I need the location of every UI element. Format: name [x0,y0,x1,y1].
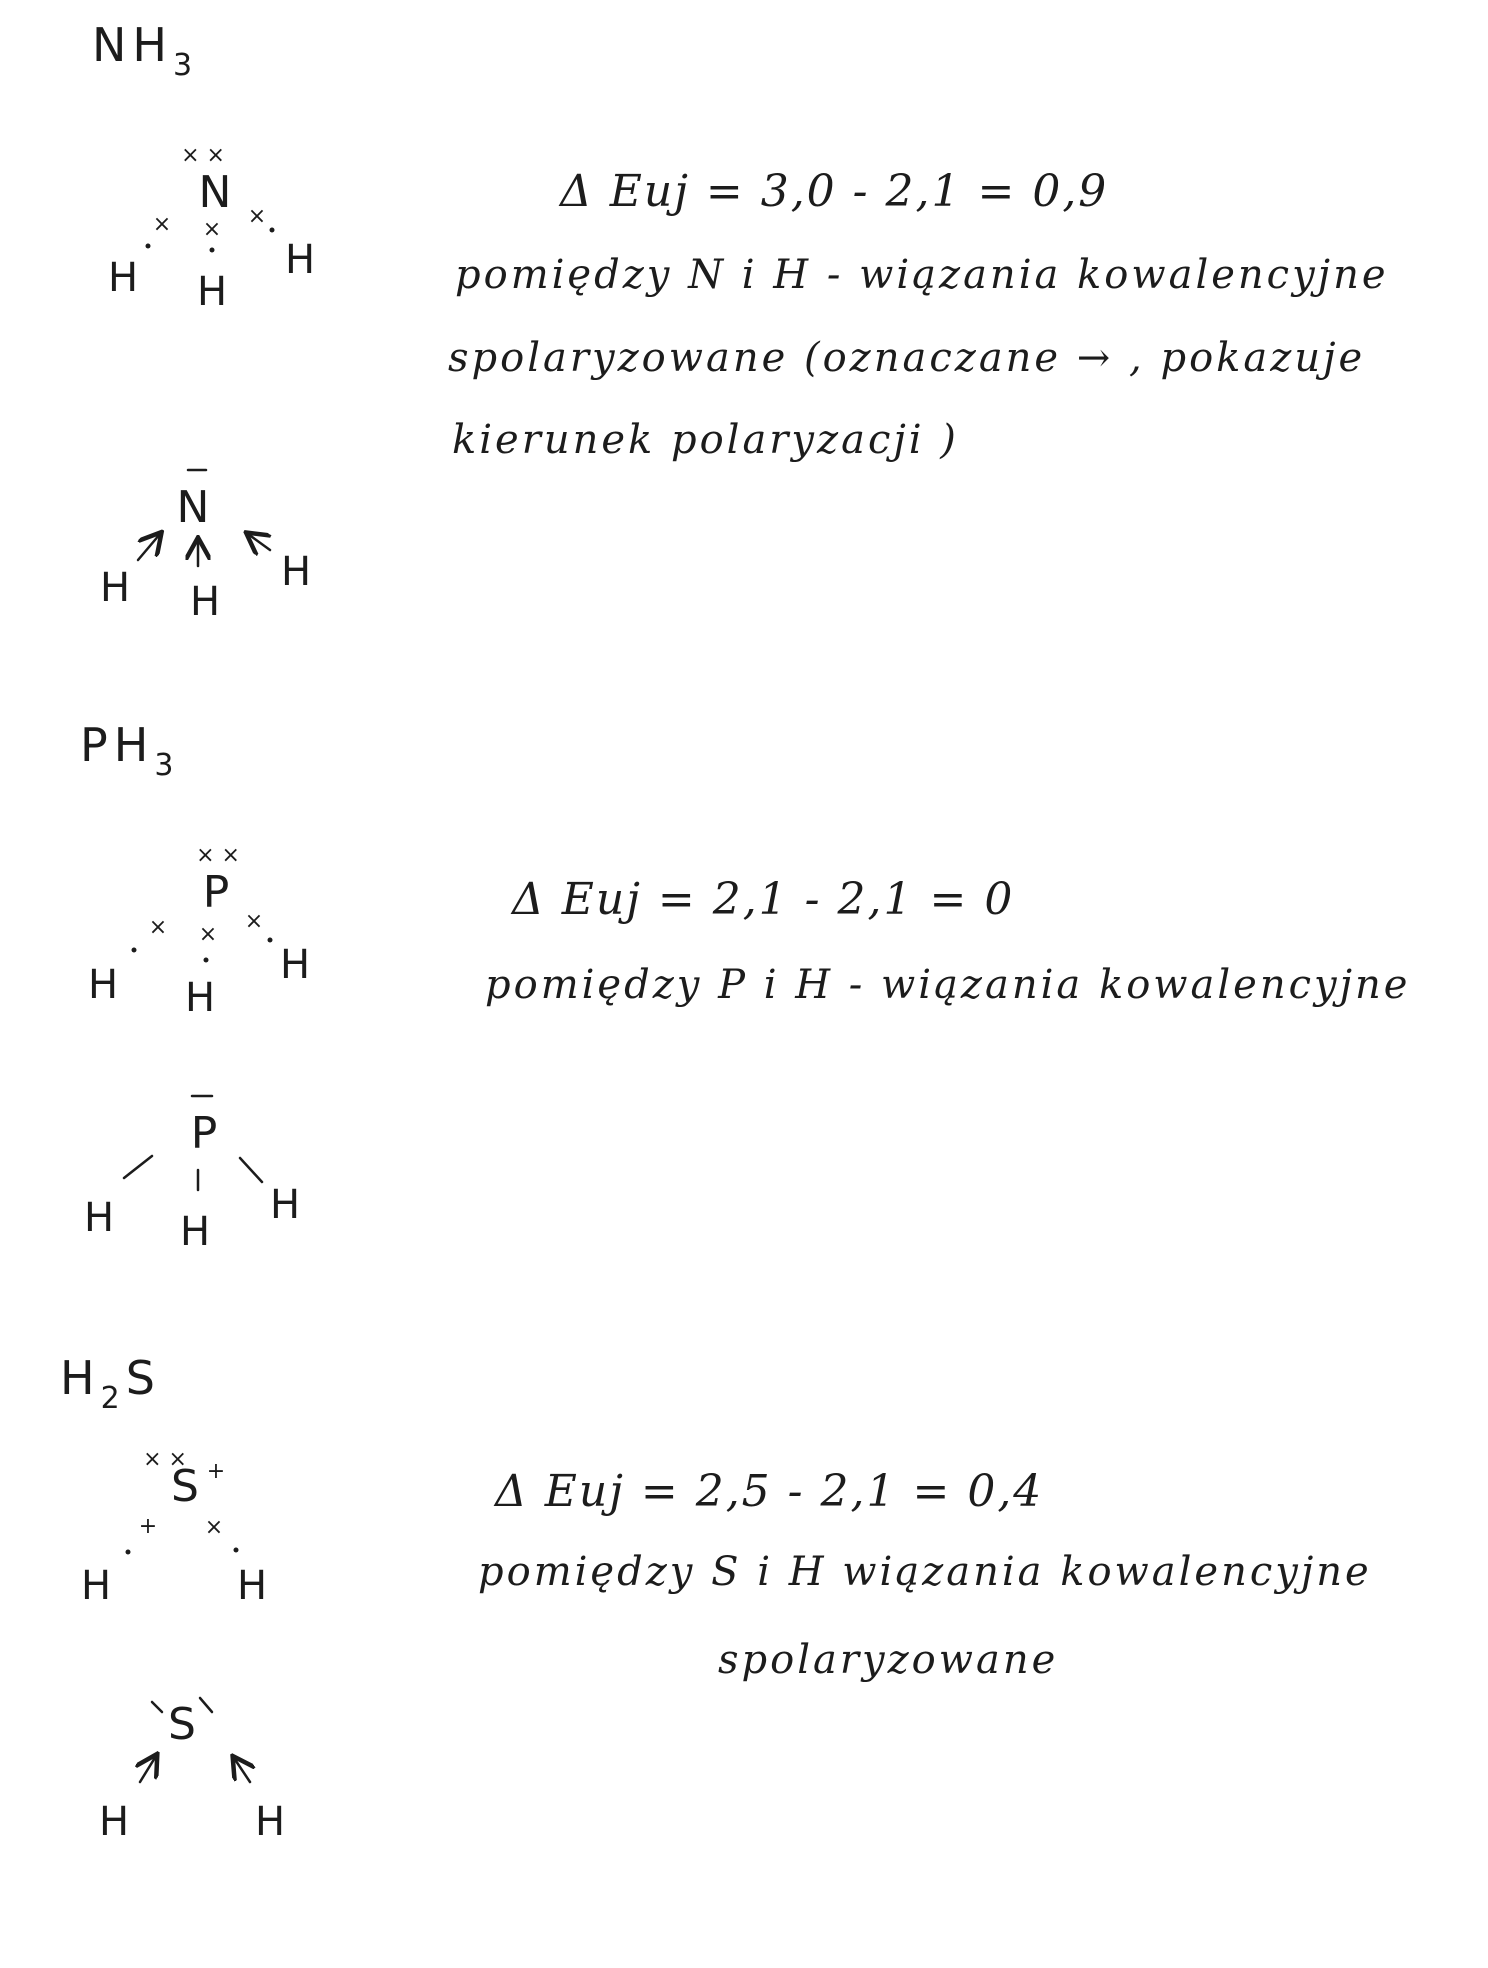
ph3-note-line-1: pomiędzy P i H - wiązania kowalencyjne [485,962,1411,1008]
ph3-lewis-center: P [202,867,230,918]
nh3-electron-mark: × [202,217,222,242]
ph3-title [80,718,180,783]
nh3-bond-left-arrow [138,534,160,560]
nh3-delta-equation: Δ Euj = 3,0 - 2,1 = 0,9 [560,166,1109,217]
ph3-title-main: PH [80,718,155,772]
nh3-bond-right-arrow [248,534,270,550]
ph3-electron-mark: × × [196,843,240,868]
h2s-lewis-center: S [171,1461,199,1512]
ph3-structure-h-left: H [83,1195,115,1241]
h2s-lewis-h-right: H [236,1563,268,1609]
h2s-delta-equation: Δ Euj = 2,5 - 2,1 = 0,4 [495,1466,1044,1517]
ph3-electron-mark: × [244,909,264,934]
nh3-electron-mark: × × [181,143,225,168]
ph3-lewis-h-left: H [87,962,119,1008]
nh3-structure-h-left: H [99,565,131,611]
h2s-electron-mark: + [206,1459,226,1484]
nh3-note-line-1: pomiędzy N i H - wiązania kowalencyjne [455,252,1389,298]
ph3-title-sub: 3 [154,748,180,783]
h2s-lone-pair-right [200,1698,212,1712]
h2s-structure-h-left: H [98,1799,130,1845]
h2s-title [60,1351,161,1416]
ph3-electron-mark: × [198,922,218,947]
ph3-electron-mark: × [148,915,168,940]
nh3-structure-center: N [176,482,210,533]
ph3-structure-center: P [190,1108,218,1159]
ph3-bond-right [240,1158,262,1182]
h2s-electron-mark: × [204,1515,224,1540]
nh3-structure-h-right: H [280,549,312,595]
ph3-structure-h-right: H [269,1182,301,1228]
h2s-bond-right-arrow [234,1758,250,1782]
h2s-note-line-1: pomiędzy S i H wiązania kowalencyjne [478,1549,1372,1595]
h2s-lone-pair-left [152,1702,162,1712]
h2s-title-sub: 2 [100,1381,126,1416]
ph3-structure-h-middle: H [179,1209,211,1255]
h2s-note-line-2: spolaryzowane [718,1637,1059,1683]
h2s-electron-mark: × × [143,1447,187,1472]
nh3-note-line-2: spolaryzowane (oznaczane → , pokazuje [448,335,1366,381]
nh3-lewis-center: N [198,167,232,218]
nh3-electron-mark: × [152,212,172,237]
h2s-title-tail: S [125,1351,161,1405]
ph3-bond-left [124,1156,152,1178]
h2s-electron-mark: + [138,1514,158,1539]
nh3-lewis-h-middle: H [196,269,228,315]
ph3-delta-equation: Δ Euj = 2,1 - 2,1 = 0 [512,874,1015,925]
nh3-lewis-h-left: H [107,255,139,301]
nh3-structure-h-middle: H [189,579,221,625]
nh3-note-line-3: kierunek polaryzacji ) [452,417,959,463]
nh3-title [92,18,199,83]
h2s-structure-center: S [168,1699,196,1750]
h2s-title-main: H [60,1351,101,1405]
nh3-lewis-h-right: H [284,237,316,283]
h2s-lewis-h-left: H [80,1563,112,1609]
ph3-lewis-h-right: H [279,942,311,988]
ph3-lewis-h-middle: H [184,975,216,1021]
h2s-bond-left-arrow [140,1756,156,1782]
nh3-title-sub: 3 [173,48,199,83]
nh3-electron-mark: × [247,204,267,229]
nh3-title-main: NH [92,18,173,72]
h2s-structure-h-right: H [254,1799,286,1845]
